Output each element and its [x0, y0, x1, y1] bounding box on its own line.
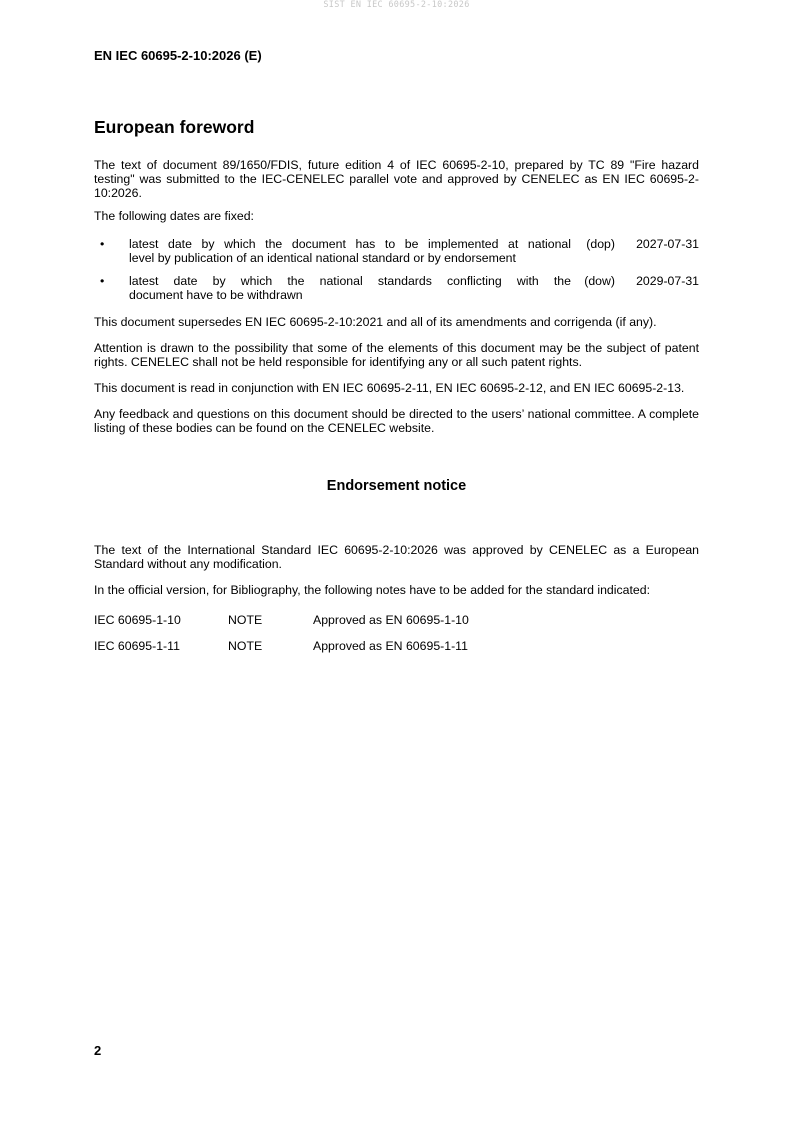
- document-id-header: EN IEC 60695-2-10:2026 (E): [94, 48, 262, 63]
- bibliography-intro: In the official version, for Bibliography, the following notes have to be added for the standard indicated:: [94, 583, 650, 597]
- date-description: [129, 237, 571, 265]
- date-value: 2027-07-31: [636, 237, 699, 251]
- date-item-dow: [94, 274, 699, 302]
- note-text: Approved as EN 60695-1-10: [313, 613, 469, 627]
- date-code: (dow): [584, 274, 615, 288]
- foreword-intro: The text of document 89/1650/FDIS, future edition 4 of IEC 60695-2-10, prepared by TC 89 "Fire hazard testing" was submitted to the IEC-CENELEC parallel vote and approved by CENELEC as EN IEC 60695-2-10:2026.: [94, 158, 699, 200]
- endorsement-title: Endorsement notice: [326, 478, 467, 494]
- note-label: NOTE: [228, 639, 263, 653]
- foreword-title: European foreword: [94, 117, 255, 137]
- note-row: [94, 613, 699, 627]
- bullet: •: [100, 274, 105, 288]
- page-content: [94, 116, 699, 665]
- date-description-line: latest date by which the document has to be implemented at national: [129, 237, 571, 251]
- note-reference: IEC 60695-1-10: [94, 613, 181, 627]
- bullet: •: [100, 237, 105, 251]
- note-reference: IEC 60695-1-11: [94, 639, 180, 653]
- conjunction-paragraph: This document is read in conjunction with EN IEC 60695-2-11, EN IEC 60695-2-12, and EN IEC 60695-2-13.: [94, 381, 685, 395]
- date-item-dop: [94, 237, 699, 265]
- date-description-line: latest date by which the national standards conflicting with the: [129, 274, 571, 288]
- page-number: 2: [94, 1043, 102, 1058]
- supersedes-paragraph: This document supersedes EN IEC 60695-2-10:2021 and all of its amendments and corrigenda (if any).: [94, 315, 657, 329]
- watermark: SIST EN IEC 60695-2-10:2026: [323, 0, 470, 10]
- dates-intro: The following dates are fixed:: [94, 209, 254, 223]
- date-value: 2029-07-31: [636, 274, 699, 288]
- note-text: Approved as EN 60695-1-11: [313, 639, 468, 653]
- feedback-paragraph: Any feedback and questions on this document should be directed to the users’ national committee. A complete listing of these bodies can be found on the CENELEC website.: [94, 407, 699, 435]
- endorsement-text: The text of the International Standard IEC 60695-2-10:2026 was approved by CENELEC as a European Standard without any modification.: [94, 543, 699, 571]
- note-label: NOTE: [228, 613, 263, 627]
- date-description: [129, 274, 571, 302]
- date-description-line: document have to be withdrawn: [129, 288, 303, 302]
- note-row: [94, 639, 699, 653]
- patent-paragraph: Attention is drawn to the possibility that some of the elements of this document may be the subject of patent rights. CENELEC shall not be held responsible for identifying any or all such patent rights.: [94, 341, 699, 369]
- date-code: (dop): [586, 237, 615, 251]
- date-description-line: level by publication of an identical national standard or by endorsement: [129, 251, 516, 265]
- dates-list: [94, 237, 699, 302]
